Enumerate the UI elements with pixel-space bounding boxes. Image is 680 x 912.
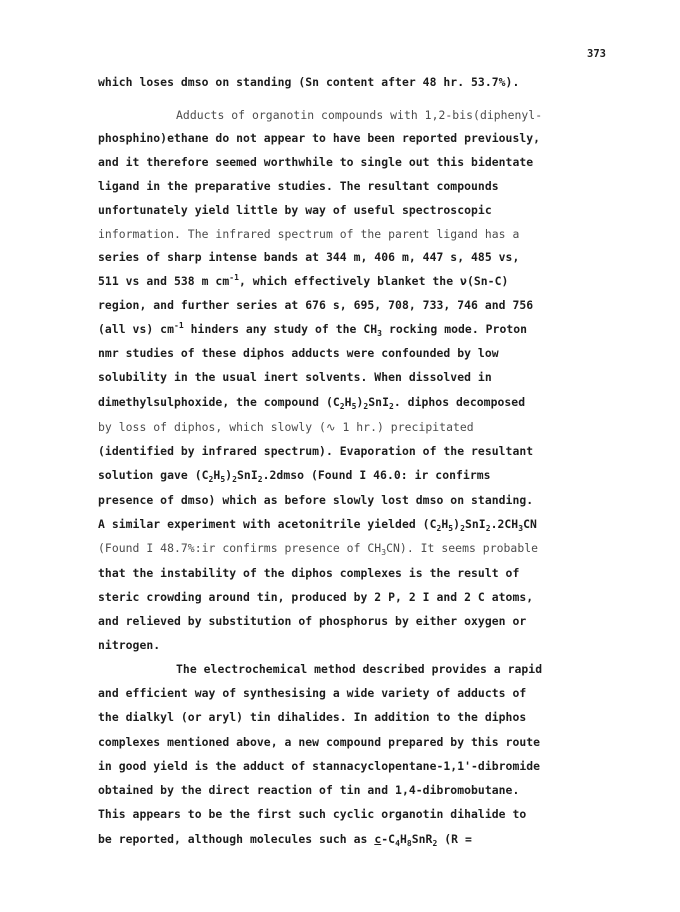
text-line: and relieved by substitution of phosphorus by either oxygen or	[98, 614, 527, 628]
text-line: 511 vs and 538 m $cm^{-1}$, which effectively blanket the ν(Sn-C)	[98, 273, 509, 288]
page-number: 373	[587, 48, 606, 60]
text-line: solution gave $(C_2H_5)_2SnI_2.2dmso$ (Found I 46.0: ir confirms	[98, 468, 491, 484]
text-line: ligand in the preparative studies. The resultant compounds	[98, 179, 499, 193]
text-line: series of sharp intense bands at 344 m, 406 m, 447 s, 485 vs,	[98, 250, 520, 264]
text-line: and it therefore seemed worthwhile to single out this bidentate	[98, 155, 534, 169]
text-line: nmr studies of these diphos adducts were confounded by low	[98, 346, 499, 360]
text-line: (identified by infrared spectrum). Evaporation of the resultant	[98, 444, 534, 458]
text-line: (Found I 48.7%:ir confirms presence of $CH_3CN$). It seems probable	[98, 541, 539, 557]
text-line: presence of dmso) which as before slowly lost dmso on standing.	[98, 493, 534, 507]
text-line: The electrochemical method described provides a rapid	[176, 662, 543, 676]
text-line: (all vs) $cm^{-1}$ hinders any study of the $CH_3$ rocking mode. Proton	[98, 321, 528, 338]
text-line: Adducts of organotin compounds with 1,2-bis(diphenyl-	[176, 108, 543, 122]
text-line: dimethylsulphoxide, the compound $(C_2H_5)_2SnI_2$. diphos decomposed	[98, 395, 526, 411]
text-line: phosphino)ethane do not appear to have been reported previously,	[98, 131, 541, 145]
text-line: complexes mentioned above, a new compound prepared by this route	[98, 735, 541, 749]
text-line: solubility in the usual inert solvents. When dissolved in	[98, 370, 492, 384]
text-line: A similar experiment with acetonitrile yielded $(C_2H_5)_2SnI_2.2CH_3CN$	[98, 517, 537, 533]
text-line: nitrogen.	[98, 638, 161, 652]
text-line: and efficient way of synthesising a wide variety of adducts of	[98, 686, 527, 700]
text-line: by loss of diphos, which slowly (∿ 1 hr.) precipitated	[98, 420, 474, 434]
text-line: information. The infrared spectrum of the parent ligand has a	[98, 227, 520, 241]
text-line: unfortunately yield little by way of useful spectroscopic	[98, 203, 492, 217]
text-line: that the instability of the diphos complexes is the result of	[98, 566, 520, 580]
text-line: This appears to be the first such cyclic organotin dihalide to	[98, 807, 527, 821]
text-line: the dialkyl (or aryl) tin dihalides. In addition to the diphos	[98, 710, 527, 724]
text-line: region, and further series at 676 s, 695, 708, 733, 746 and 756	[98, 298, 534, 312]
text-line: which loses dmso on standing (Sn content after 48 hr. 53.7%).	[98, 75, 520, 89]
text-line: steric crowding around tin, produced by 2 P, 2 I and 2 C atoms,	[98, 590, 534, 604]
text-line: in good yield is the adduct of stannacyclopentane-1,1'-dibromide	[98, 759, 541, 773]
text-line: obtained by the direct reaction of tin and 1,4-dibromobutane.	[98, 783, 520, 797]
text-line: be reported, although molecules such as $c-C_4H_8SnR_2$ (R =	[98, 832, 472, 848]
